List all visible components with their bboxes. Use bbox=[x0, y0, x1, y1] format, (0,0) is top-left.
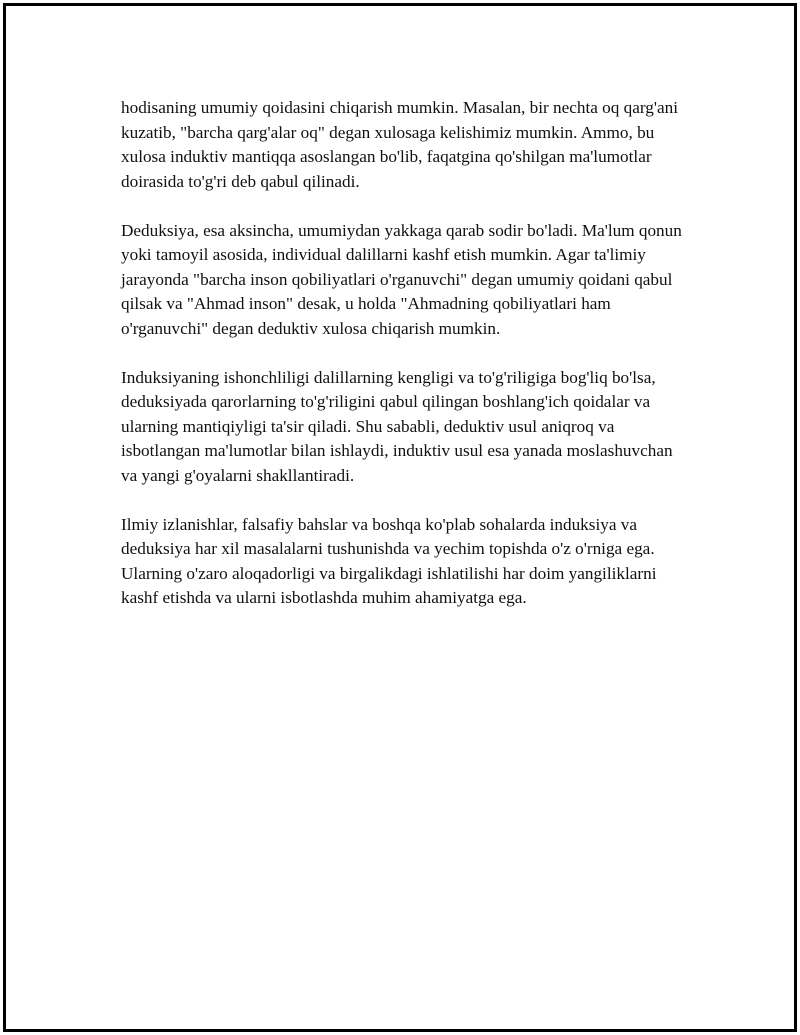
paragraph-4: Ilmiy izlanishlar, falsafiy bahslar va boshqa ko'plab sohalarda induksiya va deduksiya har xil masalalarni tushunishda va yechim topishda o'z o'rniga ega. Ularning o'zaro aloqadorligi va birgalikdagi ishlatilishi har doim yangiliklarni kashf etishda va ularni isbotlashda muhim ahamiyatga ega. bbox=[121, 514, 657, 607]
paragraph-3: Induksiyaning ishonchliligi dalillarning kengligi va to'g'riligiga bog'liq bo'lsa, deduksiyada qarorlarning to'g'riligini qabul qilingan boshlang'ich qoidalar va ularning mantiqiyligi ta'sir qiladi. Shu sababli, deduktiv usul aniqroq va isbotlangan ma'lumotlar bilan ishlaydi, induktiv usul esa yanada moslashuvchan va yangi g'oyalarni shakllantiradi. bbox=[121, 367, 673, 485]
paragraph-2: Deduksiya, esa aksincha, umumiydan yakkaga qarab sodir bo'ladi. Ma'lum qonun yoki tamoyil asosida, individual dalillarni kashf etish mumkin. Agar ta'limiy jarayonda "barcha inson qobiliyatlari o'rganuvchi" degan umumiy qoidani qabul qilsak va "Ahmad inson" desak, u holda "Ahmadning qobiliyatlari ham o'rganuvchi" degan deduktiv xulosa chiqarish mumkin. bbox=[121, 220, 682, 338]
document-body bbox=[121, 96, 691, 635]
paragraph-1: hodisaning umumiy qoidasini chiqarish mumkin. Masalan, bir nechta oq qarg'ani kuzatib, "barcha qarg'alar oq" degan xulosaga kelishimiz mumkin. Ammo, bu xulosa induktiv mantiqqa asoslangan bo'lib, faqatgina qo'shilgan ma'lumotlar doirasida to'g'ri deb qabul qilinadi. bbox=[121, 98, 678, 191]
page-frame bbox=[3, 3, 797, 1032]
